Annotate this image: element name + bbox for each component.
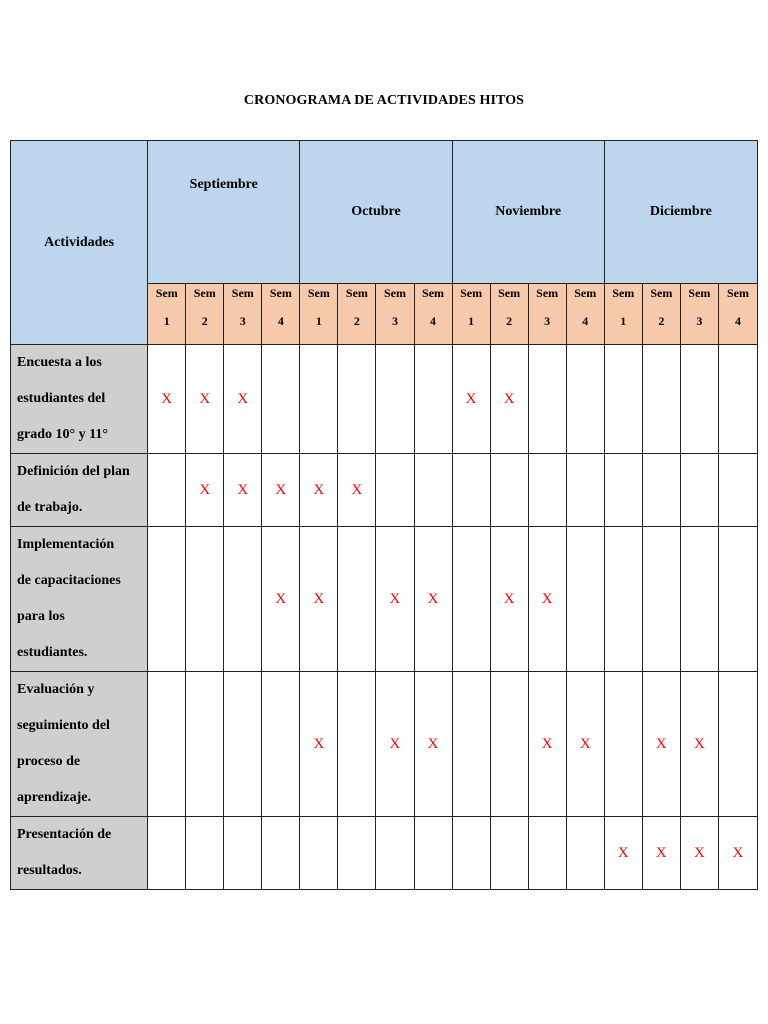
- schedule-cell: [148, 672, 186, 817]
- schedule-cell: [186, 817, 224, 890]
- week-number: 1: [163, 314, 170, 328]
- week-label: Sem: [574, 286, 597, 300]
- schedule-mark: X: [262, 454, 300, 527]
- week-label: Sem: [231, 286, 254, 300]
- schedule-cell: [262, 817, 300, 890]
- schedule-cell: [452, 527, 490, 672]
- schedule-cell: [566, 527, 604, 672]
- schedule-mark: X: [490, 345, 528, 454]
- week-label: Sem: [269, 286, 292, 300]
- activity-name-line: para los: [17, 609, 65, 624]
- schedule-mark: X: [528, 527, 566, 672]
- activity-name-line: aprendizaje.: [17, 790, 92, 805]
- month-header-noviembre: Noviembre: [452, 141, 604, 284]
- week-number: 1: [468, 314, 475, 328]
- activity-name-line: estudiantes.: [17, 645, 88, 660]
- schedule-cell: [566, 345, 604, 454]
- schedule-mark: X: [414, 672, 452, 817]
- schedule-cell: [452, 454, 490, 527]
- schedule-cell: [414, 817, 452, 890]
- week-header-cell: [452, 284, 490, 345]
- schedule-mark: X: [300, 454, 338, 527]
- schedule-mark: X: [376, 672, 414, 817]
- schedule-mark: X: [528, 672, 566, 817]
- activity-name-line: seguimiento del: [17, 718, 110, 733]
- schedule-cell: [528, 345, 566, 454]
- schedule-cell: [566, 454, 604, 527]
- week-label: Sem: [460, 286, 483, 300]
- activity-name: [11, 672, 148, 817]
- activity-name-line: Definición del plan: [17, 464, 130, 479]
- week-number: 2: [201, 314, 208, 328]
- week-header-cell: [490, 284, 528, 345]
- month-header-diciembre: Diciembre: [604, 141, 757, 284]
- schedule-cell: [604, 672, 642, 817]
- week-number: 4: [734, 314, 741, 328]
- schedule-cell: [338, 345, 376, 454]
- week-number: 3: [391, 314, 398, 328]
- schedule-mark: X: [338, 454, 376, 527]
- week-header-cell: [262, 284, 300, 345]
- schedule-cell: [224, 672, 262, 817]
- schedule-cell: [452, 672, 490, 817]
- week-number: 1: [315, 314, 322, 328]
- week-header-cell: [566, 284, 604, 345]
- schedule-mark: X: [566, 672, 604, 817]
- schedule-cell: [148, 817, 186, 890]
- activity-name-line: estudiantes del: [17, 391, 106, 406]
- week-header-cell: [604, 284, 642, 345]
- schedule-mark: X: [224, 345, 262, 454]
- week-label: Sem: [383, 286, 406, 300]
- week-header-cell: [528, 284, 566, 345]
- week-number: 3: [544, 314, 551, 328]
- week-label: Sem: [688, 286, 711, 300]
- week-label: Sem: [155, 286, 178, 300]
- activity-name: [11, 817, 148, 890]
- week-number: 2: [506, 314, 513, 328]
- schedule-mark: X: [604, 817, 642, 890]
- week-label: Sem: [536, 286, 559, 300]
- schedule-cell: [338, 672, 376, 817]
- schedule-mark: X: [490, 527, 528, 672]
- activity-name-line: Evaluación y: [17, 682, 95, 697]
- activity-name-line: Implementación: [17, 537, 115, 552]
- schedule-cell: [338, 527, 376, 672]
- schedule-cell: [376, 817, 414, 890]
- week-label: Sem: [193, 286, 216, 300]
- schedule-mark: X: [186, 345, 224, 454]
- activity-row: [11, 345, 758, 454]
- schedule-cell: [718, 454, 757, 527]
- schedule-cell: [262, 345, 300, 454]
- schedule-cell: [452, 817, 490, 890]
- week-label: Sem: [650, 286, 673, 300]
- schedule-cell: [528, 817, 566, 890]
- page-title: CRONOGRAMA DE ACTIVIDADES HITOS: [243, 93, 525, 108]
- month-header-row: [11, 141, 758, 284]
- week-header-cell: [376, 284, 414, 345]
- schedule-cell: [604, 345, 642, 454]
- week-header-cell: [680, 284, 718, 345]
- week-header-cell: [300, 284, 338, 345]
- schedule-mark: X: [300, 672, 338, 817]
- week-number: 4: [430, 314, 437, 328]
- schedule-cell: [490, 817, 528, 890]
- week-label: Sem: [345, 286, 368, 300]
- schedule-cell: [300, 817, 338, 890]
- schedule-cell: [490, 454, 528, 527]
- week-number: 2: [353, 314, 360, 328]
- activity-row: [11, 527, 758, 672]
- schedule-mark: X: [642, 672, 680, 817]
- schedule-cell: [338, 817, 376, 890]
- schedule-cell: [414, 454, 452, 527]
- week-header-cell: [642, 284, 680, 345]
- activity-name-line: Presentación de: [17, 827, 112, 842]
- week-number: 3: [239, 314, 246, 328]
- schedule-cell: [148, 454, 186, 527]
- week-label: Sem: [612, 286, 635, 300]
- activity-name-line: Encuesta a los: [17, 355, 102, 370]
- schedule-table: [10, 140, 758, 890]
- schedule-cell: [642, 527, 680, 672]
- schedule-cell: [680, 454, 718, 527]
- schedule-mark: X: [148, 345, 186, 454]
- schedule-cell: [680, 345, 718, 454]
- week-label: Sem: [307, 286, 330, 300]
- schedule-cell: [300, 345, 338, 454]
- month-header-octubre: Octubre: [300, 141, 452, 284]
- activity-name: [11, 454, 148, 527]
- week-header-cell: [718, 284, 757, 345]
- schedule-cell: [224, 817, 262, 890]
- activity-name-line: de trabajo.: [17, 500, 83, 515]
- week-label: Sem: [422, 286, 445, 300]
- activity-row: [11, 817, 758, 890]
- schedule-mark: X: [376, 527, 414, 672]
- activity-name-line: resultados.: [17, 863, 82, 878]
- week-header-cell: [186, 284, 224, 345]
- week-label: Sem: [726, 286, 749, 300]
- week-number: 1: [620, 314, 627, 328]
- schedule-cell: [642, 454, 680, 527]
- schedule-cell: [186, 672, 224, 817]
- schedule-cell: [262, 672, 300, 817]
- activity-row: [11, 454, 758, 527]
- schedule-cell: [642, 345, 680, 454]
- schedule-mark: X: [680, 672, 718, 817]
- week-number: 4: [277, 314, 284, 328]
- schedule-mark: X: [300, 527, 338, 672]
- schedule-cell: [186, 527, 224, 672]
- schedule-cell: [414, 345, 452, 454]
- week-header-cell: [338, 284, 376, 345]
- schedule-mark: X: [642, 817, 680, 890]
- schedule-mark: X: [680, 817, 718, 890]
- schedule-cell: [490, 672, 528, 817]
- schedule-cell: [376, 345, 414, 454]
- schedule-mark: X: [224, 454, 262, 527]
- schedule-cell: [604, 454, 642, 527]
- activity-name-line: grado 10° y 11°: [17, 427, 108, 442]
- activity-name-line: proceso de: [17, 754, 81, 769]
- schedule-mark: X: [186, 454, 224, 527]
- schedule-cell: [718, 672, 757, 817]
- week-label: Sem: [498, 286, 521, 300]
- week-number: 4: [582, 314, 589, 328]
- schedule-mark: X: [718, 817, 757, 890]
- schedule-cell: [566, 817, 604, 890]
- week-number: 3: [696, 314, 703, 328]
- schedule-cell: [148, 527, 186, 672]
- week-header-cell: [148, 284, 186, 345]
- schedule-cell: [680, 527, 718, 672]
- week-number: 2: [658, 314, 665, 328]
- month-header-septiembre: Septiembre: [148, 141, 300, 284]
- activity-row: [11, 672, 758, 817]
- schedule-cell: [718, 345, 757, 454]
- schedule-mark: X: [414, 527, 452, 672]
- activities-header: Actividades: [11, 141, 148, 345]
- schedule-cell: [528, 454, 566, 527]
- schedule-cell: [376, 454, 414, 527]
- activity-name: [11, 527, 148, 672]
- activity-name-line: de capacitaciones: [17, 573, 121, 588]
- schedule-cell: [604, 527, 642, 672]
- schedule-cell: [718, 527, 757, 672]
- schedule-cell: [224, 527, 262, 672]
- schedule-mark: X: [452, 345, 490, 454]
- schedule-mark: X: [262, 527, 300, 672]
- week-header-cell: [414, 284, 452, 345]
- activity-name: [11, 345, 148, 454]
- week-header-cell: [224, 284, 262, 345]
